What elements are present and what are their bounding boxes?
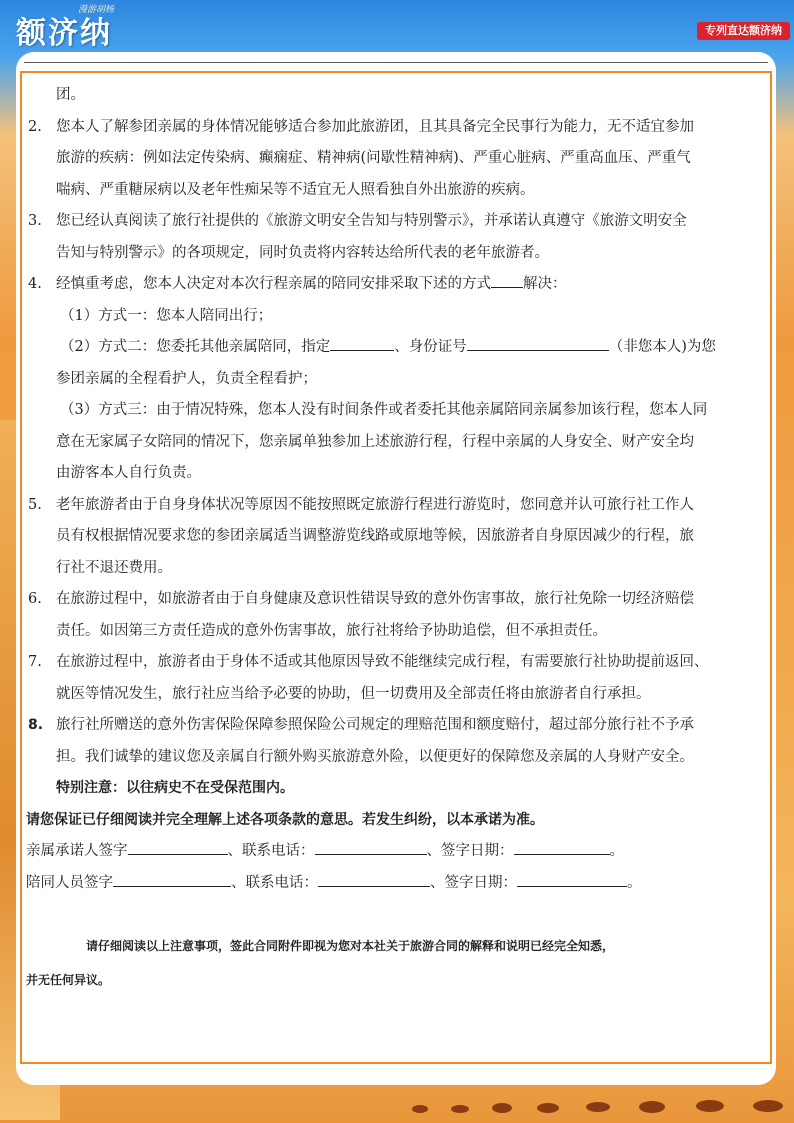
relative-phone-field[interactable]	[315, 840, 427, 855]
clause-6: 6. 在旅游过程中，如旅游者由于自身健康及意识性错误导致的意外伤害事故，旅行社免除一切经济赔偿 责任。如因第三方责任造成的意外伤害事故，旅行社将给予协助追偿，但不承担责任。	[28, 591, 694, 639]
continued-line: 团。	[56, 87, 85, 103]
document-body	[28, 80, 762, 997]
companion-signature-field[interactable]	[113, 872, 231, 887]
clause-5: 5. 老年旅游者由于自身身体状况等原因不能按照既定旅游行程进行游览时，您同意并认可旅行社工作人 员有权根据情况要求您的参团亲属适当调整游览线路或原地等候，因旅游者自身原因减少的行程，旅 行社不退还费用。	[28, 496, 694, 576]
option-2: （2）方式二：您委托其他亲属陪同，指定 、身份证号 （非您本人)为您	[28, 332, 762, 364]
confirmation-statement: 请您保证已仔细阅读并完全理解上述各项条款的意思。若发生纠纷，以本承诺为准。	[26, 811, 544, 828]
option-2-cont: 参团亲属的全程看护人，负责全程看护；	[56, 370, 317, 387]
designee-name-blank[interactable]	[330, 336, 394, 351]
logo: 额济纳	[16, 16, 112, 51]
method-blank[interactable]	[491, 273, 523, 288]
relative-signature-field[interactable]	[128, 840, 228, 855]
clause-8: 8. 旅行社所赠送的意外伤害保险保障参照保险公司规定的理赔范围和额度赔付，超过部分旅行社不予承 担。我们诚挚的建议您及亲属自行额外购买旅游意外险，以便更好的保障您及亲属的人身财产安全。	[28, 717, 694, 765]
clause-7: 7. 在旅游过程中，旅游者由于身体不适或其他原因导致不能继续完成行程，有需要旅行社协助提前返回、 就医等情况发生，旅行社应当给予必要的协助，但一切费用及全部责任将由旅游者自行承担。	[28, 654, 709, 702]
final-note: 请仔细阅读以上注意事项，签此合同附件即视为您对本社关于旅游合同的解释和说明已经完全知悉， 并无任何异议。	[26, 939, 615, 987]
route-badge: 专列直达额济纳	[697, 22, 790, 40]
special-note: 特别注意：以往病史不在受保范围内。	[56, 780, 294, 796]
relative-date-field[interactable]	[514, 840, 610, 855]
clause-2: 2. 您本人了解参团亲属的身体情况能够适合参加此旅游团，且其具备完全民事行为能力，无不适宜参加 旅游的疾病：例如法定传染病、癫痫症、精神病(问歇性精神病)、严重心脏病、严重高血压、严重气 喘病、严重糖尿病以及老年性痴呆等不适宜无人照看独自外出旅游的疾病。	[28, 118, 694, 198]
clause-3: 3. 您已经认真阅读了旅行社提供的《旅游文明安全告知与特别警示》，并承诺认真遵守《旅游文明安全 告知与特别警示》的各项规定，同时负责将内容转达给所代表的老年旅游者。	[28, 213, 687, 261]
header	[0, 0, 794, 52]
clause-4: 4. 经慎重考虑，您本人决定对本次行程亲属的陪同安排采取下述的方式 解决：	[28, 269, 762, 301]
option-3-cont: 意在无家属子女陪同的情况下，您亲属单独参加上述旅游行程，行程中亲属的人身安全、财产安全均 由游客本人自行负责。	[56, 433, 694, 481]
option-1: （1）方式一：您本人陪同出行；	[60, 307, 273, 324]
divider	[24, 62, 768, 63]
companion-date-field[interactable]	[517, 872, 627, 887]
companion-signature-line: 陪同人员签字 、联系电话： 、签字日期： 。	[26, 868, 762, 900]
id-number-blank[interactable]	[467, 336, 609, 351]
option-3: （3）方式三：由于情况特殊，您本人没有时间条件或者委托其他亲属陪同亲属参加该行程，您本人同	[60, 402, 708, 418]
camel-caravan-illustration	[380, 1085, 794, 1123]
companion-phone-field[interactable]	[318, 872, 430, 887]
relative-signature-line: 亲属承诺人签字 、联系电话： 、签字日期： 。	[26, 836, 762, 868]
logo-tagline: 漫游胡杨	[78, 5, 115, 15]
